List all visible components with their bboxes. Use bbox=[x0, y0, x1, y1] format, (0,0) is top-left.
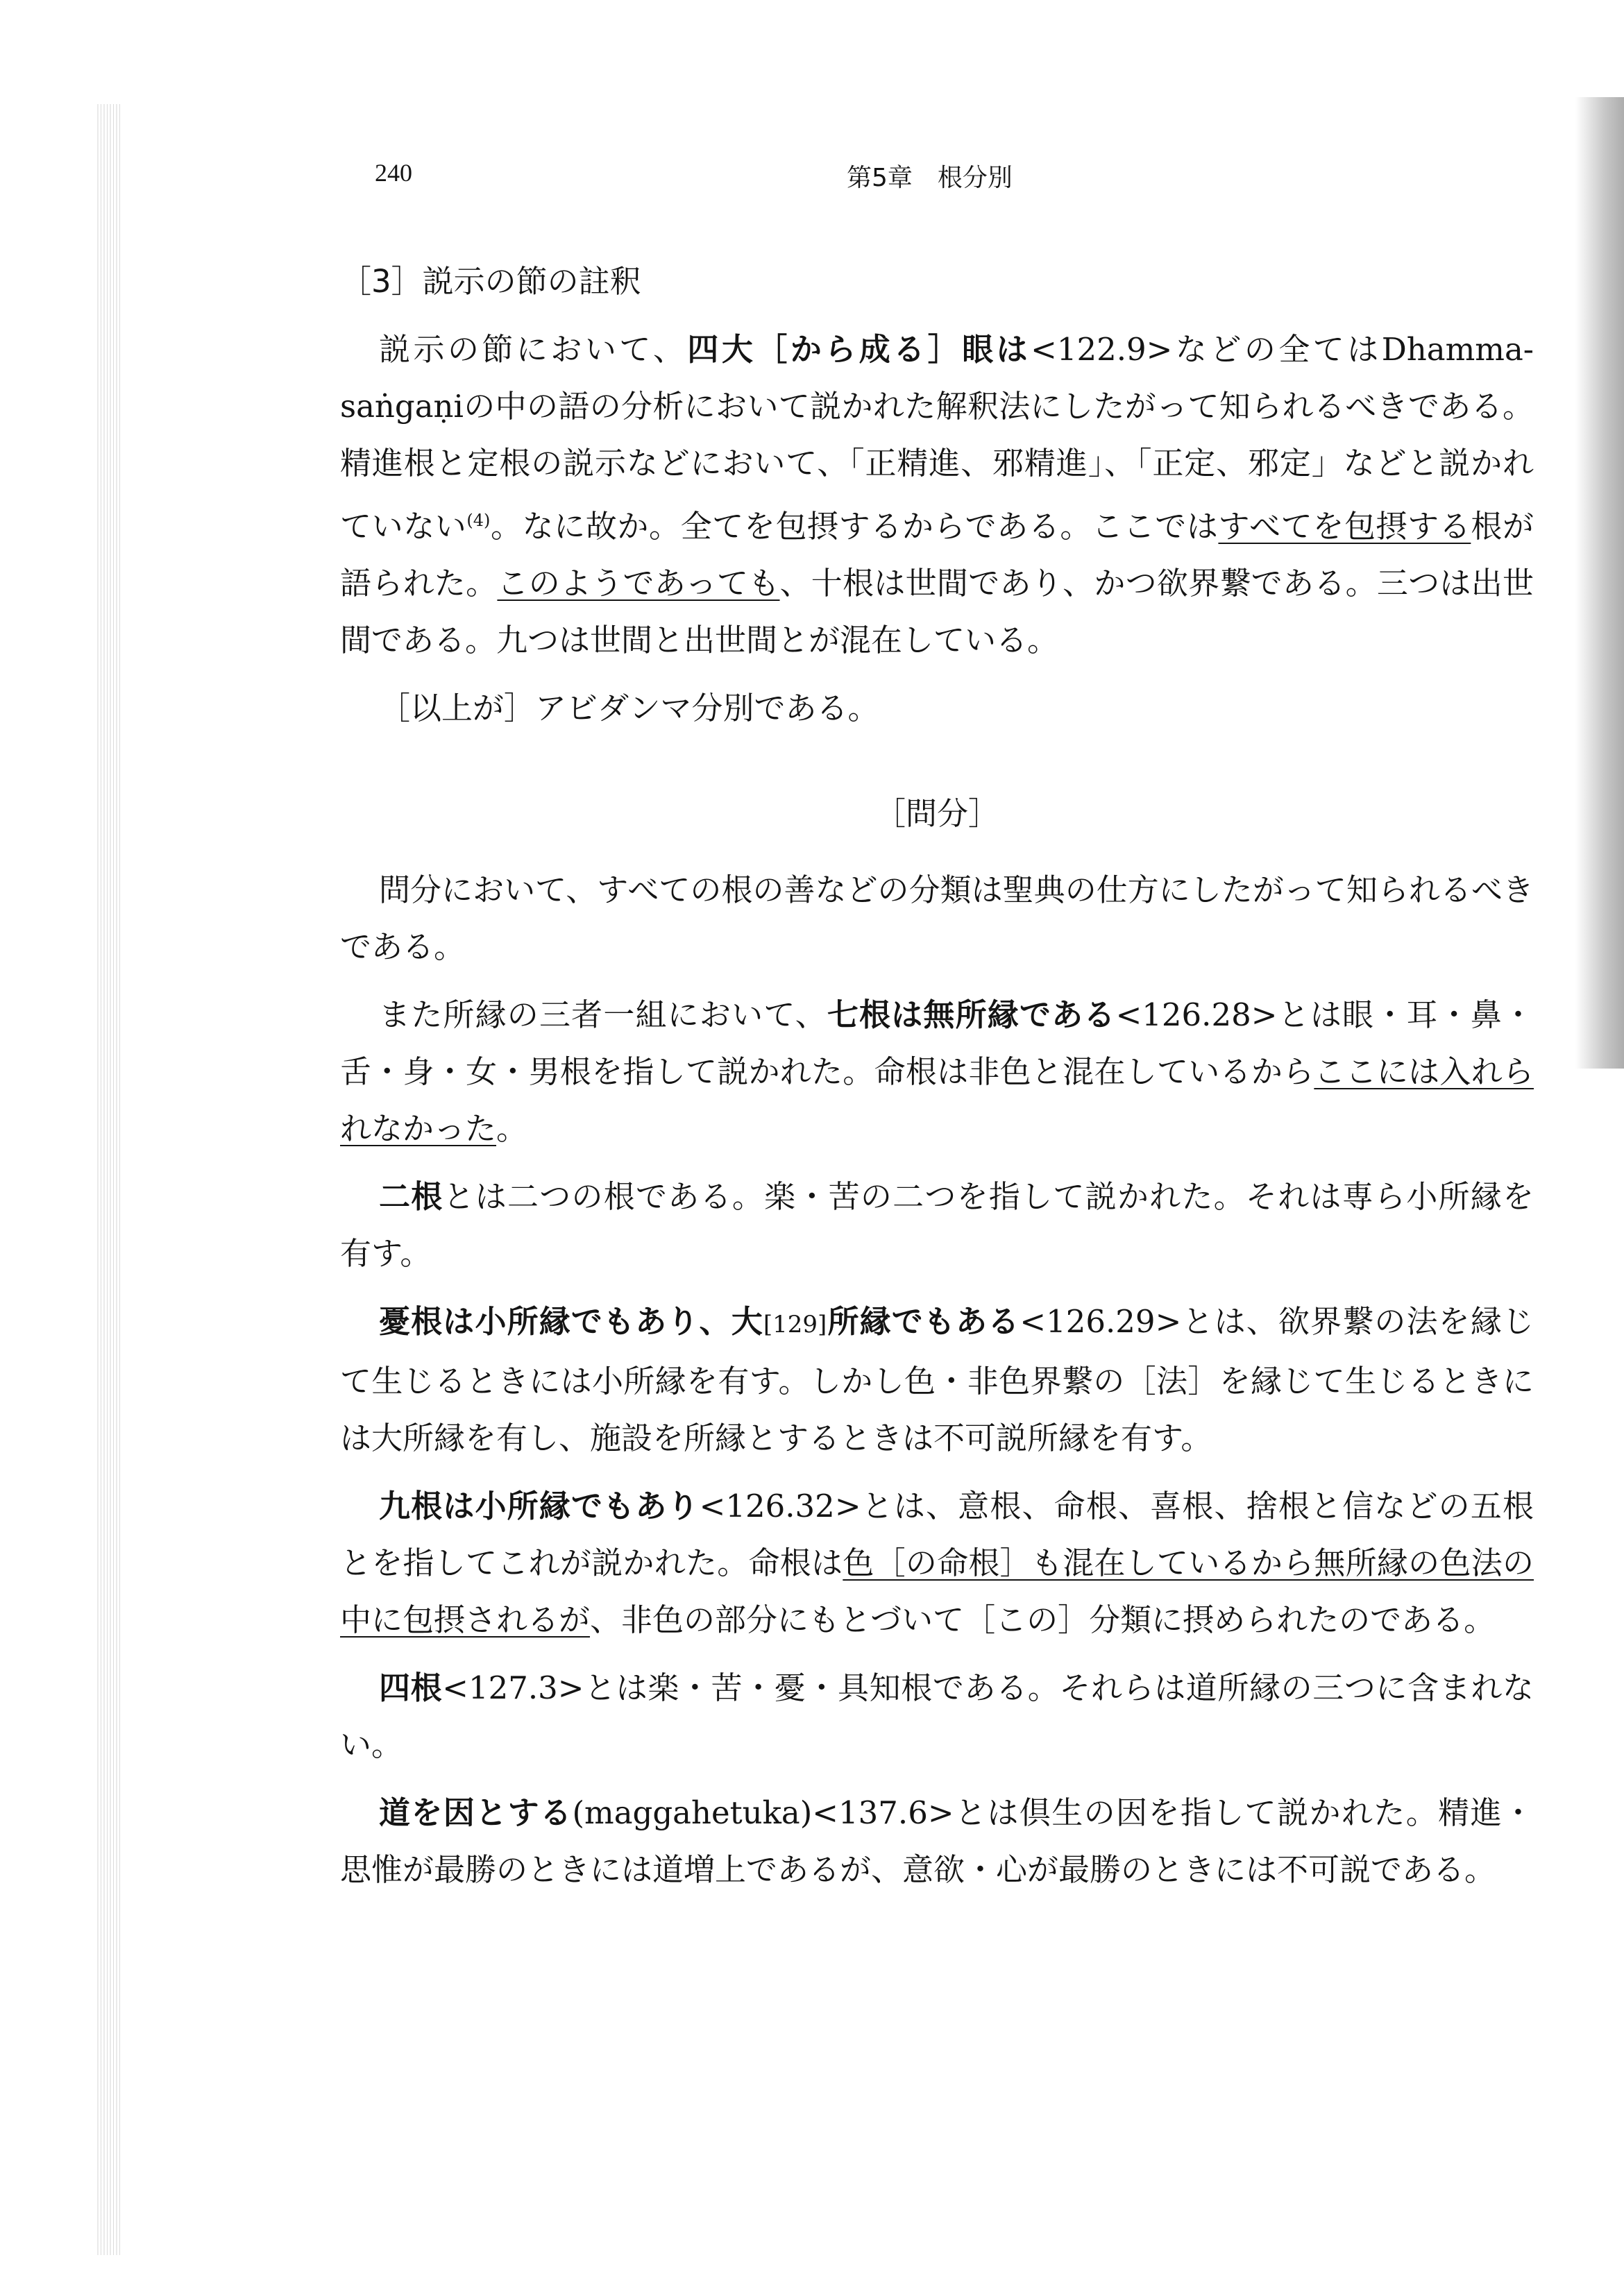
paragraph-3: 問分において、すべての根の善などの分類は聖典の仕方にしたがって知られるべきである。 bbox=[340, 871, 1534, 965]
page-number: 240 bbox=[375, 159, 412, 187]
text: 、十根は世間であり、かつ欲界繋である。三つは出世間である。九つは世間と出世間とが混在している。 bbox=[340, 565, 1534, 658]
underlined-text: このようであっても bbox=[497, 565, 780, 602]
term: 二根 bbox=[379, 1178, 443, 1215]
running-title: 第5章 根分別 bbox=[847, 164, 1013, 192]
paragraph-2: ［以上が］アビダンマ分別である。 bbox=[379, 690, 879, 726]
text: <126.28>とは眼・耳・鼻・舌・身・女・男根を指して説かれた。命根は非色と混在しているから bbox=[340, 996, 1534, 1090]
paragraph-7 bbox=[340, 1478, 1534, 1649]
text: <122.9>などの全てはDhamma-saṅgaṇiの中の語の分析において説かれた解釈法にしたがって知られるべきである。精進根と定根の説示などにおいて、「正精進、邪精進」、「正定、邪定」などと説かれていない bbox=[340, 331, 1534, 545]
term: 道を因とする bbox=[379, 1794, 573, 1831]
text: 。 bbox=[496, 1110, 528, 1147]
underlined-text: すべてを包摂する bbox=[1218, 508, 1471, 545]
text: 、非色の部分にもとづいて［この］分類に摂められたのである。 bbox=[590, 1601, 1496, 1638]
text: 説示の節において、 bbox=[379, 331, 688, 368]
page-body bbox=[340, 253, 1534, 1898]
term: 七根は無所縁である bbox=[827, 996, 1116, 1033]
paragraph-9 bbox=[340, 1785, 1534, 1898]
section-title: ［3］説示の節の註釈 bbox=[340, 263, 641, 300]
paragraph-6 bbox=[340, 1293, 1534, 1467]
section-heading: ［問分］ bbox=[874, 795, 999, 832]
underlined-text: ここには入れられなかった bbox=[340, 1053, 1534, 1147]
paragraph-8 bbox=[340, 1660, 1534, 1774]
text: (maggahetuka)<137.6>とは倶生の因を指して説かれた。精進・思惟が最勝のときには道増上であるが、意欲・心が最勝のときには不可説である。 bbox=[340, 1794, 1534, 1888]
scan-edge-right bbox=[1575, 97, 1624, 1069]
paragraph-4 bbox=[340, 987, 1534, 1157]
term: 所縁でもある bbox=[827, 1303, 1020, 1340]
footnote-ref: (4) bbox=[466, 511, 491, 530]
text: <127.3>とは楽・苦・憂・具知根である。それらは道所縁の三つに含まれない。 bbox=[340, 1669, 1534, 1763]
text: <126.29>とは、欲界繋の法を縁じて生じるときには小所縁を有す。しかし色・非色界繋の［法］を縁じて生じるときには大所縁を有し、施設を所縁とするときは不可説所縁を有す。 bbox=[340, 1303, 1534, 1456]
underlined-text: 色［の命根］も混在しているから無所縁の色法の中に包摂されるが bbox=[340, 1545, 1534, 1638]
text: <126.32>とは、意根、命根、喜根、捨根と信などの五根とを指してこれが説かれた。命根は bbox=[340, 1488, 1534, 1581]
text: 根が語られた。 bbox=[340, 508, 1534, 602]
text: 。なに故か。全てを包摂するからである。ここでは bbox=[490, 508, 1219, 545]
term: 憂根は小所縁でもあり、大 bbox=[379, 1303, 763, 1340]
term: 四大［から成る］眼は bbox=[687, 331, 1031, 368]
scan-edge-left bbox=[97, 104, 122, 2255]
term: 四根 bbox=[379, 1669, 443, 1706]
term: 九根は小所縁でもあり bbox=[379, 1488, 700, 1524]
text: また所縁の三者一組において、 bbox=[379, 996, 827, 1033]
paragraph-5 bbox=[340, 1168, 1534, 1282]
text: とは二つの根である。楽・苦の二つを指して説かれた。それは専ら小所縁を有す。 bbox=[340, 1178, 1534, 1272]
page-header bbox=[375, 158, 1541, 200]
paragraph-1 bbox=[340, 321, 1534, 669]
page-marker: [129] bbox=[763, 1311, 827, 1338]
